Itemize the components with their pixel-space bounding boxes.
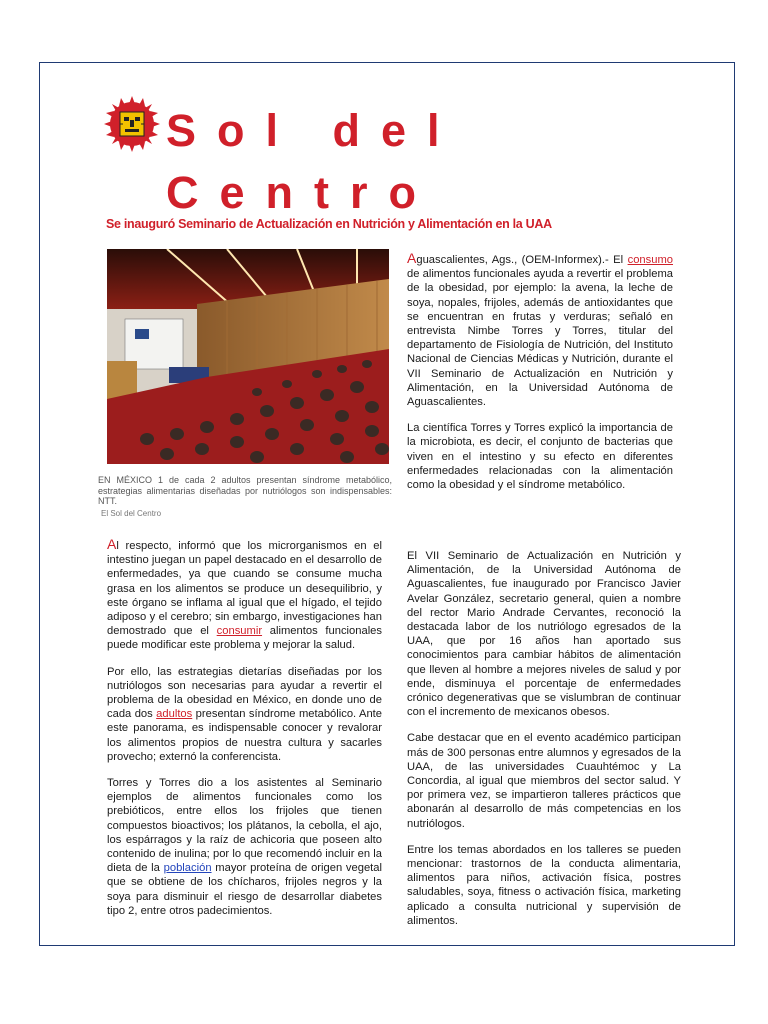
auditorium-photo xyxy=(107,249,389,464)
photo-caption: EN MÉXICO 1 de cada 2 adultos presentan síndrome metabólico, estrategias alimentarias diseñadas por nutriólogos son indispensables: NTT. xyxy=(98,475,392,506)
article-headline: Se inauguró Seminario de Actualización en Nutrición y Alimentación en la UAA xyxy=(106,217,552,231)
drop-cap: A xyxy=(407,250,417,266)
drop-cap: A xyxy=(107,536,117,552)
paragraph: Cabe destacar que en el evento académico participan más de 300 personas entre alumnos y egresados de la UAA, de las universidades Cuauhtémoc y La Concordia, al igual que miembros del sector salud. Y por primera vez, se impartieron talleres prácticos que abonarán al desarrollo de más competencias en los nutriólogos. xyxy=(407,732,681,830)
link-poblacion[interactable]: población xyxy=(163,862,212,875)
paragraph: Aguascalientes, Ags., (OEM-Informex).- El consumo de alimentos funcionales ayuda a revertir el problema de la obesidad, por ejemplo: la avena, la leche de soya, nopales, frijoles, además de antioxidantes que se encuentran en frutas y verduras; señaló en entrevista Nimbe Torres y Torres, titular del departamento de Fisiología de Nutrición, del Instituto Nacional de Ciencias Médicas y Nutrición, durante el VII Seminario de Actualización en Nutrición y Alimentación, en la Universidad Autónoma de Aguascalientes. xyxy=(407,250,673,409)
article-column-right-bottom xyxy=(407,549,681,940)
link-consumir[interactable]: consumir xyxy=(216,625,263,638)
paragraph: Torres y Torres dio a los asistentes al Seminario ejemplos de alimentos funcionales como los prebióticos, entre ellos los frijoles que tienen compuestos bioactivos; los plátanos, la cebolla, el ajo, los espárragos y la raíz de achicoria que poseen alto contenido de inulina; por lo que recomendó incluir en la dieta de la población mayor proteína de origen vegetal que se obtiene de los chícharos, frijoles negros y la soya para disminuir el riesgo de desarrollar diabetes tipo 2, entre otros padecimientos. xyxy=(107,777,382,917)
paragraph: Entre los temas abordados en los talleres se pueden mencionar: trastornos de la conducta alimentaria, alimentos para niños, activación física, postres saludables, soya, fitness o activación física, marketing aplicado a consulta nutricional y supervisión de alimentos. xyxy=(407,843,681,927)
paragraph: El VII Seminario de Actualización en Nutrición y Alimentación, de la Universidad Autónoma de Aguascalientes, fue inaugurado por Francisco Javier Avelar González, secretario general, quien a nombre del rector Mario Andrade Cervantes, reconoció la destacada labor de los nutriólogo egresados de la UAA, que por 16 años han aportado sus conocimientos para cambiar hábitos de alimentación que lleven al hombre a mejores niveles de salud y por ende, disminuya el porcentaje de enfermedades crónico degenerativas que se vislumbran de continuar con el incremento de mexicanos obesos. xyxy=(407,550,681,719)
article-column-right-top xyxy=(407,251,673,504)
article-column-left xyxy=(107,537,382,930)
paragraph: La científica Torres y Torres explicó la importancia de la microbiota, es decir, el conjunto de bacterias que viven en el intestino y su efecto en diferentes enfermedades relacionadas con la alimentación como la obesidad y el síndrome metabólico. xyxy=(407,422,673,492)
link-adultos[interactable]: adultos xyxy=(156,708,193,721)
photo-credit: El Sol del Centro xyxy=(101,509,162,518)
sun-logo-icon xyxy=(104,96,160,152)
paragraph: Por ello, las estrategias dietarías diseñadas por los nutriólogos son necesarias para ayudar a revertir el problema de la obesidad en México, en donde uno de cada dos adultos presentan síndrome metabólico. Ante este panorama, es indispensable conocer y revalorar los alimentos propios de nuestra cultura y sacarles provecho; externó la conferencista. xyxy=(107,665,382,763)
masthead-title: Sol del Centro xyxy=(166,105,461,218)
paragraph: Al respecto, informó que los microrganismos en el intestino juegan un papel destacado en el desarrollo de enfermedades, ya que cuando se consume mucha grasa en los alimentos se produce un desequilibrio, y este órgano se inflama al igual que el hígado, el tejido adiposo y el cerebro; sin embargo, investigaciones han demostrado que el consumir alimentos funcionales puede modificar este problema y mejorar la salud. xyxy=(107,536,382,652)
link-consumo[interactable]: consumo xyxy=(627,254,673,266)
